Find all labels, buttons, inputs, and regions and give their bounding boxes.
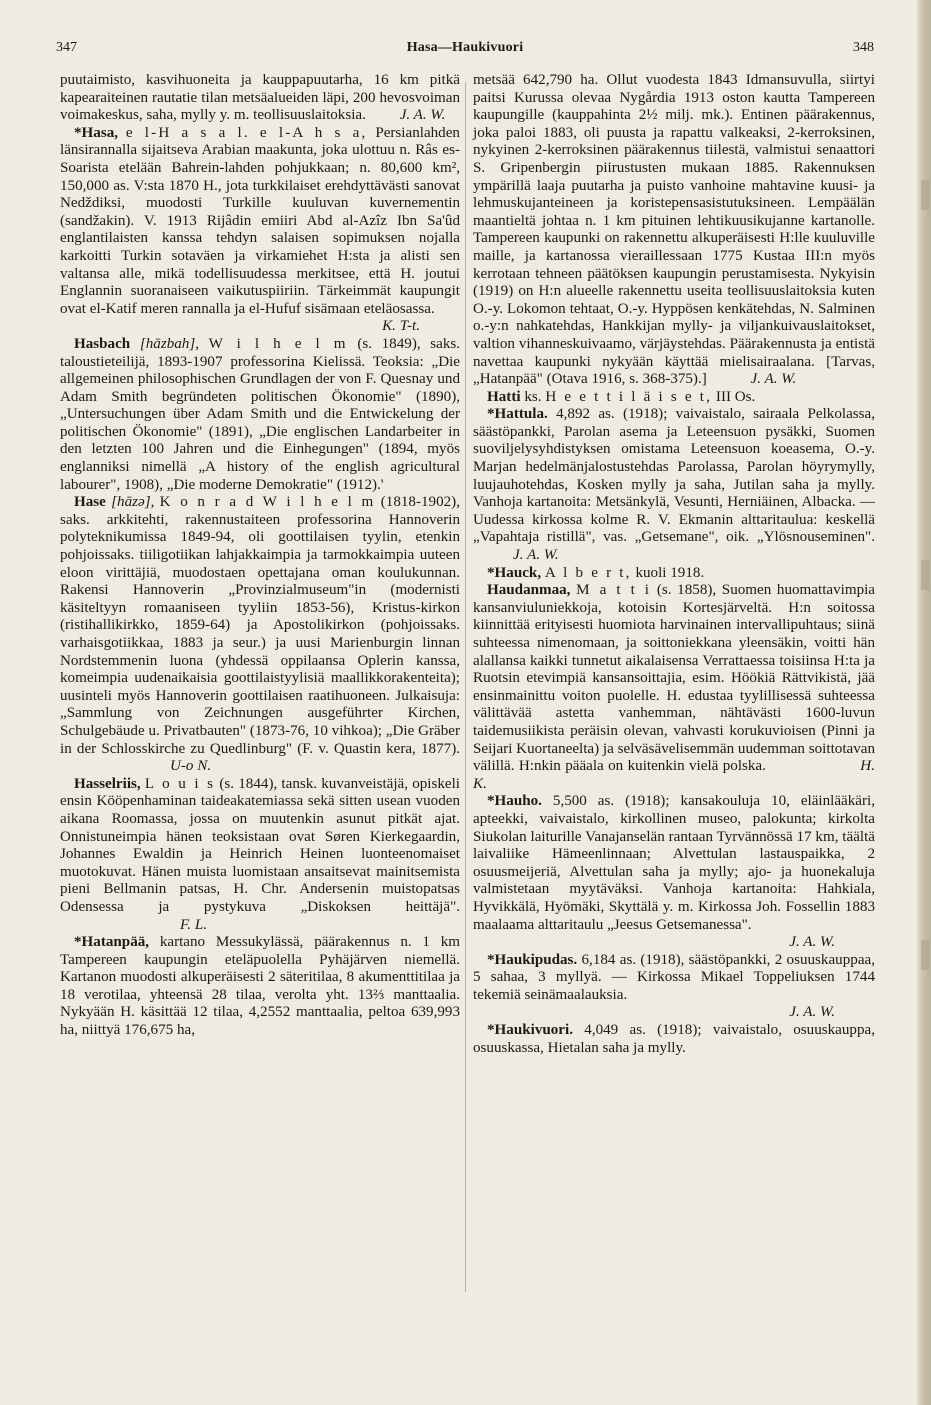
entry-text: 4,892 as. (1918); vaivaistalo, sairaala Pelkolassa, säästöpankki, Parolan asema ja Leteensuon pysäkki, Suomen suoviljelysyhdistyksen omistama Leteensuon koeasema, O.-y. Marjan hedelmänjalostustehdas Parolassa, Parolan höyrymylly, luujauhotehdas, Kosken mylly ja saha, Jutilan saha ja mylly. Vanhoja kartanoita: Metsänkylä, Vesunti, Herniäinen, Albacka. — Uudessa kirkossa kolme R. V. Ekmanin alttaritaulua: keskellä „Vapahtaja ristillä", vas. „Getsemane", oik. „Ylösnouseminen".: [473, 406, 875, 546]
entry-hattula: [473, 406, 875, 564]
headword: Hasselriis,: [74, 775, 141, 792]
entry-text: M a t t i: [576, 582, 652, 599]
page-number-right: 348: [853, 40, 874, 55]
headword: *Haukivuori.: [487, 1022, 573, 1039]
page-header: [56, 40, 874, 66]
signature: K. T-t.: [382, 318, 420, 335]
entry-text: L o u i s: [144, 775, 216, 792]
entry-text: [hāzbah],: [139, 335, 199, 352]
entry-text: ks.: [524, 388, 542, 405]
entry-text: 6,184 as. (1918), säästöpankki, 2 osuuskauppaa, 5 sahaa, 3 myllyä. — Kirkossa Mikael Toppeliuksen 1744 tekemiä seinämaalauksia.: [473, 951, 875, 1003]
entry-text: puutaimisto, kasvihuoneita ja kauppapuutarha, 16 km pitkä kapearaiteinen rautatie tilan metsäalueiden läpi, 200 hevosvoiman voimakeskus, saha, mylly y. m. teollisuuslaitoksia.: [60, 72, 460, 124]
entry-text: 4,049 as. (1918); vaivaistalo, osuuskauppa, osuuskassa, Hietalan saha ja mylly.: [473, 1022, 875, 1056]
signature: U-o N.: [170, 758, 212, 775]
headword: *Hatanpää,: [74, 934, 150, 951]
headword: Hatti: [487, 388, 521, 405]
entry-hasa: [60, 125, 460, 336]
headword: Hasbach: [74, 335, 131, 352]
entry-text: (s. 1849), saks. taloustieteilijä, 1893-1907 professorina Kielissä. Teoksia: „Die allgemeinen philosophischen Grundlagen der von F. Quesnay und Adam Smith begründeten politischen Ökonomie" (1890), „Untersuchungen über Adam Smith und die Entwickelung der politischen Ökonomie" (1891), „Die englischen Landarbeiter in den letzten 100 Jahren und die Einhegungen" (1894, myös englanniksi nimellä „A history of the english agricultural labourer", 1908), „Die moderne Demokratie" (1912).': [60, 335, 461, 493]
entry-text: K o n r a d W i l h e l m: [159, 494, 376, 511]
entry-text: H e e t t i l ä i s e t,: [545, 388, 713, 405]
entry-haudanmaa: [473, 582, 875, 793]
column-divider: [465, 82, 466, 1292]
signature: H. K.: [473, 758, 875, 792]
entry-text: (1818-1902), saks. arkkitehti, rakennustaiteen professorina Hannoverin polyteknikumissa 1849-94, oli goottilaisen tyylin, etenkin pohjoissaks. tiiligotiikan lahjakkaimpia ja tarmokkaimpia uuteen eloon virittäjiä, muodostaen opettajana oman koulukunnan. Rakensi Hannoverin „Provinzialmuseum"in (modernisti käsiteltyyn romaaniseen tyyliin 1853-56), Kristus-kirkon (ristihallikirkko, 1859-64) ja Apostolikirkon (pohjoissaks. varhaisgotiikkaa, 1883 ja seur.) ja uusi Marienburgin linnan Nordstemmenin luona (yhdessä oppilaansa Oplerin kanssa, komeimpia uudenaikaisia goottilaistyylisiä maallikkorakenteita); uusinteli myös Hannoverin goottilaisen raatihuoneen. Julkaisuja: „Sammlung von Zeichnungen ausgeführter Kirchen, Schulgebäude u. Privatbauten" (1873-76, 10 vihkoa); „Die Gräber in der Schlosskirche zu Quedlinburg" (F. v. Quastin kera, 1877).: [60, 494, 460, 757]
edge-mark: [921, 560, 929, 590]
page-number-left: 347: [56, 40, 77, 55]
page-edge-shadow: [917, 0, 931, 1405]
left-column: [60, 72, 460, 1040]
entry-hasbach: [60, 336, 460, 494]
signature: J. A. W.: [750, 371, 797, 388]
edge-mark: [921, 180, 929, 210]
entry-text: kuoli 1918.: [635, 564, 705, 581]
headword: *Haukipudas.: [487, 951, 578, 968]
entry-hatanpaa-continued: [473, 72, 875, 389]
entry-continuation: [60, 72, 460, 125]
headword: Hase: [74, 494, 106, 511]
running-head: Hasa—Haukivuori: [406, 40, 524, 55]
entry-text: (s. 1844), tansk. kuvanveistäjä, opiskeli ensin Kööpenhaminan taideakatemiassa sekä sitten usean vuoden aikana Roomassa, jossa on muutenkin asunut pitkät ajat. Onnistuneimpia hänen teoksistaan ovat Søren Kierkegaardin, Johannes Ewaldin ja Heinrich Heinen luonteenomaiset muotokuvat. Hänen muista luomistaan ansaitsevat mainitsemista pieni Bellmanin patsas, H. Chr. Andersenin muistopatsas Odensessa ja pystykuva „Diskoksen heittäjä".: [60, 775, 460, 915]
headword: *Hasa,: [74, 124, 119, 141]
entry-hasselriis: [60, 776, 460, 934]
entry-text: 5,500 as. (1918); kansakouluja 10, eläinlääkäri, apteekki, vaivaistalo, kirkollinen museo, palokunta; kirkolta Siukolan laiturille Vanajanselän rantaan Tyrvännössä 17 km, täältä laivaliike Hämeenlinnaan; Alvettulan lastauspaikka, 2 osuusmeijeriä, Alvettulan saha ja mylly; ajo- ja huonekaluja valmistetaan myytäväksi. Vanhoja kartanoita: Hahkiala, Hyvikkälä, Hyömäki, Skyttälä y. m. Kirkossa Joh. Fossellin 1883 maalaama alttaritaulu „Jeesus Getsemanessa".: [473, 793, 875, 933]
headword: Haudanmaa,: [487, 582, 571, 599]
entry-text: III Os.: [715, 388, 756, 405]
entry-hase: [60, 494, 460, 776]
headword: *Hauck,: [487, 564, 542, 581]
signature: F. L.: [180, 916, 207, 933]
entry-hauho: [473, 793, 875, 951]
entry-haukipudas: [473, 952, 875, 1022]
signature: J. A. W.: [513, 547, 559, 564]
entry-hatanpaa: [60, 934, 460, 1040]
entry-hauck: [473, 565, 875, 583]
entry-text: Persianlahden länsirannalla sijaitseva Arabian maakunta, joka ulottuu n. Râs es-Soarista etelään Bahrein-lahden pohjukkaan; n. 80,600 km², 150,000 as. V:sta 1870 H., jota turkkilaiset erehdyttävästi sanovat Nedždiksi, muodosti Turkille kuuluvan kuvernementin (sandžakin). V. 1913 Rijâdin emiiri Abd al-Azîz Ibn Sa'ûd englantilaisten kanssa tehdyn salaisen sopimuksen nojalla karkoitti Turkin sotaväen ja virkamiehet H:sta ja alisti sen valtansa alle, mikä todellisuudessa merkitsee, että H. joutui Englannin suoranaiseen vaikutuspiiriin. Tärkeimmät kaupungit ovat el-Katif meren rannalla ja el-Hufuf sisämaan eteläosassa.: [60, 124, 460, 317]
signature: J. A. W.: [399, 107, 446, 124]
entry-text: e l-H a s a l. e l-A h s a,: [125, 124, 368, 141]
entry-haukivuori: [473, 1022, 875, 1057]
entry-text: A l b e r t,: [544, 564, 632, 581]
signature: J. A. W.: [789, 934, 835, 951]
entry-text: kartano Messukylässä, päärakennus n. 1 km Tampereen kaupungin eteläpuolella Pyhäjärven niemellä. Kartanon muodosti alkuperäisesti 2 säteritilaa, 8 akumenttitilaa ja 18 verotilaa, yhteensä 28 tilaa, verolta yht. 13⅔ manttaalia. Nykyään H. käsittää 12 tilaa, 4,2552 manttaalia, peltoa 639,993 ha, niittyä 176,675 ha,: [60, 934, 460, 1039]
entry-text: (s. 1858), Suomen huomattavimpia kansanviuluniekkoja, kotoisin Kortesjärveltä. H:n soitossa kiinnittää erityisesti huomiota harvinainen intervallipuhtaus; siinä suhteessa nimenomaan, ja soittoniekkana yleensäkin, voitti hän alallansa kaikki tunnetut aikalaisensa Verrattaessa toisiinsa H:ta ja Ruotsin etevimpiä kansansoittajia, esim. Höökiä Rättvikistä, jää ensinmainittu voiton puolelle. H. edustaa tyylillisessä suhteessa välittävää astetta vanhemman, nähtävästi 1600-luvun taidemusiikista peräisin olevan, vahvasti korukuvioisen (Pinni ja Seijari Kuortaneelta) ja selväsävelisemmän uudemman soittotavan välillä. H:nkin pääala on kuitenkin vielä polska.: [473, 582, 876, 775]
headword: *Hauho.: [487, 793, 542, 810]
signature: J. A. W.: [789, 1004, 835, 1021]
edge-mark: [921, 940, 929, 970]
entry-text: metsää 642,790 ha. Ollut vuodesta 1843 Idmansuvulla, siirtyi paitsi Kurussa olevaa Nygårdia 1913 oston kautta Tampereen kaupungille (kauppahinta 2½ milj. mk.). Entinen päärakennus, joka paloi 1883, oli puusta ja rapattu valkeaksi, 2-kerroksinen, nykyinen 2-kerroksinen päärakennus tiilestä, valmistui senaattori S. Gripenbergin piirustusten mukaan 1885. Rakennuksen ympärillä laaja puutarha ja puisto vanhoine mahtavine kuusi- ja lehmuskujanteineen ja koristepensasistutuksineen. Lempäälän maantieltä johtaa n. 1 km pituinen lehtikuusikujanne kartanolle. Tampereen kaupunki on rakennettu alkuperäisesti H:lle kuuluville maille, ja kartanossa vieraillessaan 1775 Kustaa III:n myös kerrotaan tehneen päätöksen kaupungin perustamisesta. Nykyisin (1919) on H:n alueelle rakennettu useita teollisuuslaitoksia kuten O.-y. Lokomon tehtaat, O.-y. Hyppösen kenkätehdas, N. Salminen o.-y:n nahkatehdas, Hankkijan mylly- ja viljankuivauslaitokset, valtion vihanneskuivaamo, värjäystehdas. Päärakennusta ja entistä navettaa kaupunki nykyään käyttää mielisairaalana. [Tarvas, „Hatanpää" (Otava 1916, s. 368-375).]: [473, 72, 875, 388]
entry-text: [hāzə],: [111, 494, 155, 511]
entry-text: W i l h e l m: [208, 335, 348, 352]
entry-hatti: [473, 389, 875, 407]
headword: *Hattula.: [487, 406, 548, 423]
right-column: [473, 72, 875, 1057]
